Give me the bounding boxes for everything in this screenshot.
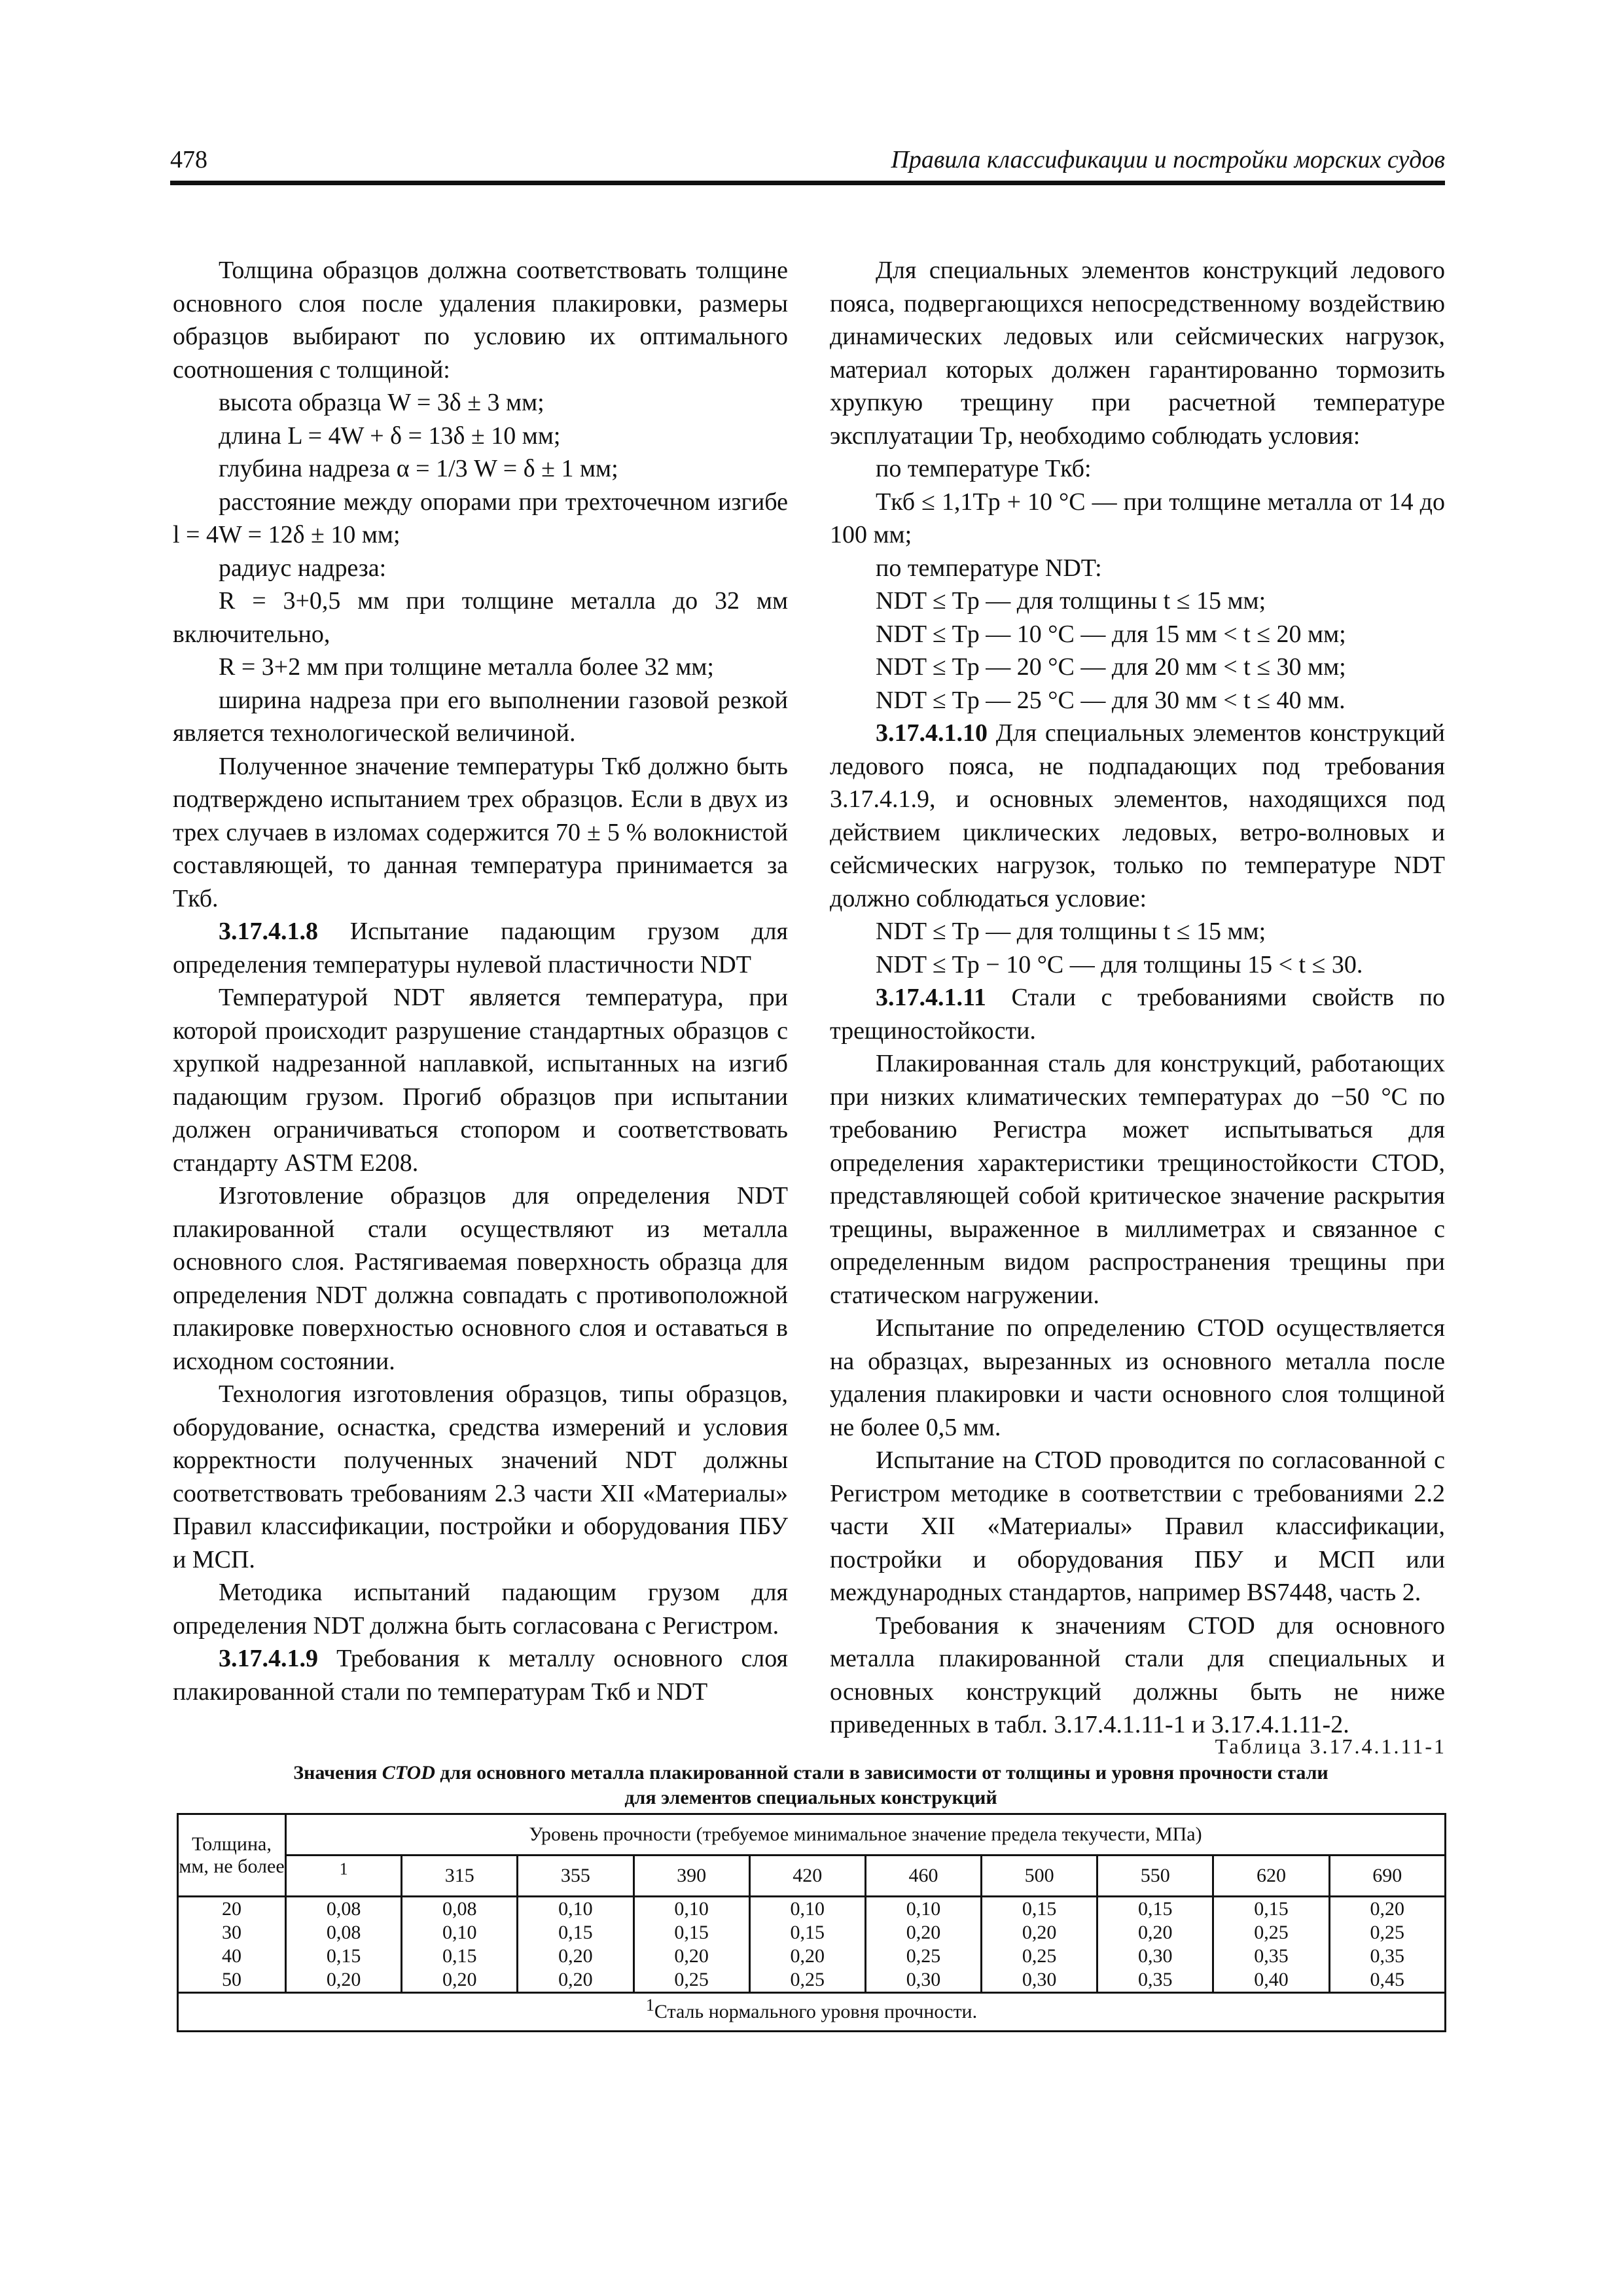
value-cell: 0,08 0,10 0,15 0,20 xyxy=(402,1897,518,1993)
section-heading-3-17-4-1-11 xyxy=(830,981,1445,1047)
list-item: длина L = 4W + δ = 13δ ± 10 мм; xyxy=(219,422,561,450)
paragraph: Изготовление образцов для определения NDT плакированной стали осуществляют из металла основного слоя. Растягиваемая поверхность образца для определения NDT должна совпадать с противоположной плакировке поверхностью основного слоя и оставаться в исходном состоянии. xyxy=(173,1182,788,1375)
paragraph: Требования к значениям CTOD для основного металла плакированной стали для специальных и основных конструкций должны быть не ниже приведенных в табл. 3.17.4.1.11-1 и 3.17.4.1.11-2. xyxy=(830,1611,1445,1738)
list-item: по температуре Tкб: xyxy=(876,455,1092,482)
section-heading-3-17-4-1-10 xyxy=(830,717,1445,915)
footnote-text: Сталь нормального уровня прочности. xyxy=(654,2001,978,2022)
section-title: Испытание падающим грузом для определения температуры нулевой пластичности NDT xyxy=(173,918,788,978)
list-item: расстояние между опорами при трехточечном изгибе l = 4W = 12δ ± 10 мм; xyxy=(173,488,788,548)
value-cell: 0,10 0,15 0,20 0,20 xyxy=(518,1897,633,1993)
value-cell: 0,15 0,25 0,35 0,40 xyxy=(1213,1897,1329,1993)
condition-formula: NDT ≤ Tр − 10 °C — для толщины 15 < t ≤ 30. xyxy=(876,950,1363,978)
list-item: глубина надреза α = 1/3 W = δ ± 1 мм; xyxy=(219,455,618,482)
section-number: 3.17.4.1.10 xyxy=(876,719,988,747)
left-column xyxy=(173,254,788,1708)
level-header: 355 xyxy=(518,1856,633,1897)
section-heading-3-17-4-1-9 xyxy=(173,1642,788,1708)
value-cell: 0,10 0,15 0,20 0,25 xyxy=(749,1897,865,1993)
section-title: Требования к металлу основного слоя плакированной стали по температурам Tкб и NDT xyxy=(173,1645,788,1706)
paragraph: Для специальных элементов конструкций ледового пояса, подвергающихся непосредственному воздействию динамических ледовых или сейсмических нагрузок, материал которых должен гарантированно тормозить хрупкую трещину при расчетной температуре эксплуатации Tр, необходимо соблюдать условия: xyxy=(830,257,1445,450)
table-title-prefix: Значения xyxy=(293,1762,382,1784)
thickness-header: Толщина, мм, не более xyxy=(178,1814,286,1897)
value-cell: 0,08 0,08 0,15 0,20 xyxy=(286,1897,402,1993)
paragraph: Полученное значение температуры Tкб должно быть подтверждено испытанием трех образцов. Если в двух из трех случаев в изломах содержится 70 ± 5 % волокнистой составляющей, то данная температура принимается за Tкб. xyxy=(173,752,788,912)
list-item: по температуре NDT: xyxy=(876,554,1102,582)
section-number: 3.17.4.1.11 xyxy=(876,984,986,1011)
level-header: 690 xyxy=(1329,1856,1445,1897)
level-header: 620 xyxy=(1213,1856,1329,1897)
running-title: Правила классификации и постройки морских судов xyxy=(891,146,1445,173)
header-rule xyxy=(170,181,1445,185)
level-header: 460 xyxy=(865,1856,981,1897)
level-header: 550 xyxy=(1097,1856,1213,1897)
level-header xyxy=(286,1856,402,1897)
right-column xyxy=(830,254,1445,1742)
paragraph: Методика испытаний падающим грузом для определения NDT должна быть согласована с Регистром. xyxy=(173,1579,788,1640)
value-cell: 0,10 0,20 0,25 0,30 xyxy=(865,1897,981,1993)
value-cell: 0,10 0,15 0,20 0,25 xyxy=(633,1897,749,1993)
table-title-rest: для основного металла плакированной стали в зависимости от толщины и уровня прочности стали xyxy=(435,1762,1329,1784)
condition-formula: NDT ≤ Tр — для толщины t ≤ 15 мм; xyxy=(876,587,1266,615)
level-header: 500 xyxy=(982,1856,1097,1897)
section-number: 3.17.4.1.9 xyxy=(219,1645,318,1672)
levels-row xyxy=(178,1856,1446,1897)
condition-formula: NDT ≤ Tр — для толщины t ≤ 15 мм; xyxy=(876,918,1266,945)
paragraph: Плакированная сталь для конструкций, работающих при низких климатических температурах до −50 °C по требованию Регистра может испытываться для определения характеристики трещиностойкости CTOD, представляющей собой критическое значение раскрытия трещины, выраженное в миллиметрах и связанное с определенным видом распространения трещины при статическом нагружении. xyxy=(830,1050,1445,1309)
table-title-ctod: CTOD xyxy=(382,1762,435,1784)
page-header xyxy=(170,143,1445,179)
list-item: R = 3+0,5 мм при толщине металла до 32 мм включительно, xyxy=(173,587,788,648)
table-values-row xyxy=(178,1897,1446,1993)
list-item: R = 3+2 мм при толщине металла более 32 мм; xyxy=(219,653,714,681)
value-cell: 0,15 0,20 0,25 0,30 xyxy=(982,1897,1097,1993)
list-item: высота образца W = 3δ ± 3 мм; xyxy=(219,389,544,416)
footnote-marker: 1 xyxy=(645,1996,654,2015)
paragraph: Испытание на CTOD проводится по согласованной с Регистром методике в соответствии с требованиями 2.2 части XII «Материалы» Правил классификации, постройки и оборудования ПБУ и МСП или международных стандартов, например BS7448, часть 2. xyxy=(830,1446,1445,1606)
section-title: Для специальных элементов конструкций ледового пояса, не подпадающих под требования 3.17.4.1.9, и основных элементов, находящихся под действием циклических ледовых, ветро-волновых и сейсмических нагрузок, только по температуре NDT должно соблюдаться условие: xyxy=(830,719,1445,912)
condition-formula: NDT ≤ Tр — 10 °C — для 15 мм < t ≤ 20 мм; xyxy=(876,620,1346,648)
thickness-cell: 20 30 40 50 xyxy=(178,1897,286,1993)
value-cell: 0,20 0,25 0,35 0,45 xyxy=(1329,1897,1445,1993)
paragraph: Технология изготовления образцов, типы образцов, оборудование, оснастка, средства измерений и условия корректности полученных значений NDT должны соответствовать требованиям 2.3 части XII «Материалы» Правил классификации, постройки и оборудования ПБУ и МСП. xyxy=(173,1380,788,1573)
table-title-line2: для элементов специальных конструкций xyxy=(624,1787,997,1808)
table-title xyxy=(173,1761,1449,1810)
condition-formula: Tкб ≤ 1,1Tр + 10 °C — при толщине металла от 14 до 100 мм; xyxy=(830,488,1445,548)
level-header: 390 xyxy=(633,1856,749,1897)
page-number: 478 xyxy=(170,146,207,173)
ctod-table xyxy=(177,1813,1446,2032)
section-title: Стали с требованиями свойств по трещиностойкости. xyxy=(830,984,1445,1045)
table-number: Таблица 3.17.4.1.11-1 xyxy=(1215,1734,1446,1758)
paragraph: Толщина образцов должна соответствовать толщине основного слоя после удаления плакировки, размеры образцов выбирают по условию их оптимального соотношения с толщиной: xyxy=(173,257,788,384)
list-item: радиус надреза: xyxy=(219,554,387,582)
table-footnote-row xyxy=(178,1993,1446,2032)
level-header: 420 xyxy=(749,1856,865,1897)
section-number: 3.17.4.1.8 xyxy=(219,918,318,945)
list-item: ширина надреза при его выполнении газовой резкой является технологической величиной. xyxy=(173,686,788,747)
condition-formula: NDT ≤ Tр — 25 °C — для 30 мм < t ≤ 40 мм. xyxy=(876,686,1346,714)
footnote-marker: 1 xyxy=(339,1859,348,1878)
value-cell: 0,15 0,20 0,30 0,35 xyxy=(1097,1897,1213,1993)
level-header: 315 xyxy=(402,1856,518,1897)
paragraph: Испытание по определению CTOD осуществляется на образцах, вырезанных из основного металла после удаления плакировки и части основного слоя толщиной не более 0,5 мм. xyxy=(830,1314,1445,1441)
paragraph: Температурой NDT является температура, при которой происходит разрушение стандартных образцов с хрупкой надрезанной наплавкой, испытанных на изгиб падающим грузом. Прогиб образцов при испытании должен ограничиваться стопором и соответствовать стандарту ASTM E208. xyxy=(173,984,788,1177)
condition-formula: NDT ≤ Tр — 20 °C — для 20 мм < t ≤ 30 мм; xyxy=(876,653,1346,681)
strength-level-header: Уровень прочности (требуемое минимальное значение предела текучести, МПа) xyxy=(286,1814,1446,1856)
section-heading-3-17-4-1-8 xyxy=(173,915,788,981)
table-footnote xyxy=(178,1993,1446,2032)
